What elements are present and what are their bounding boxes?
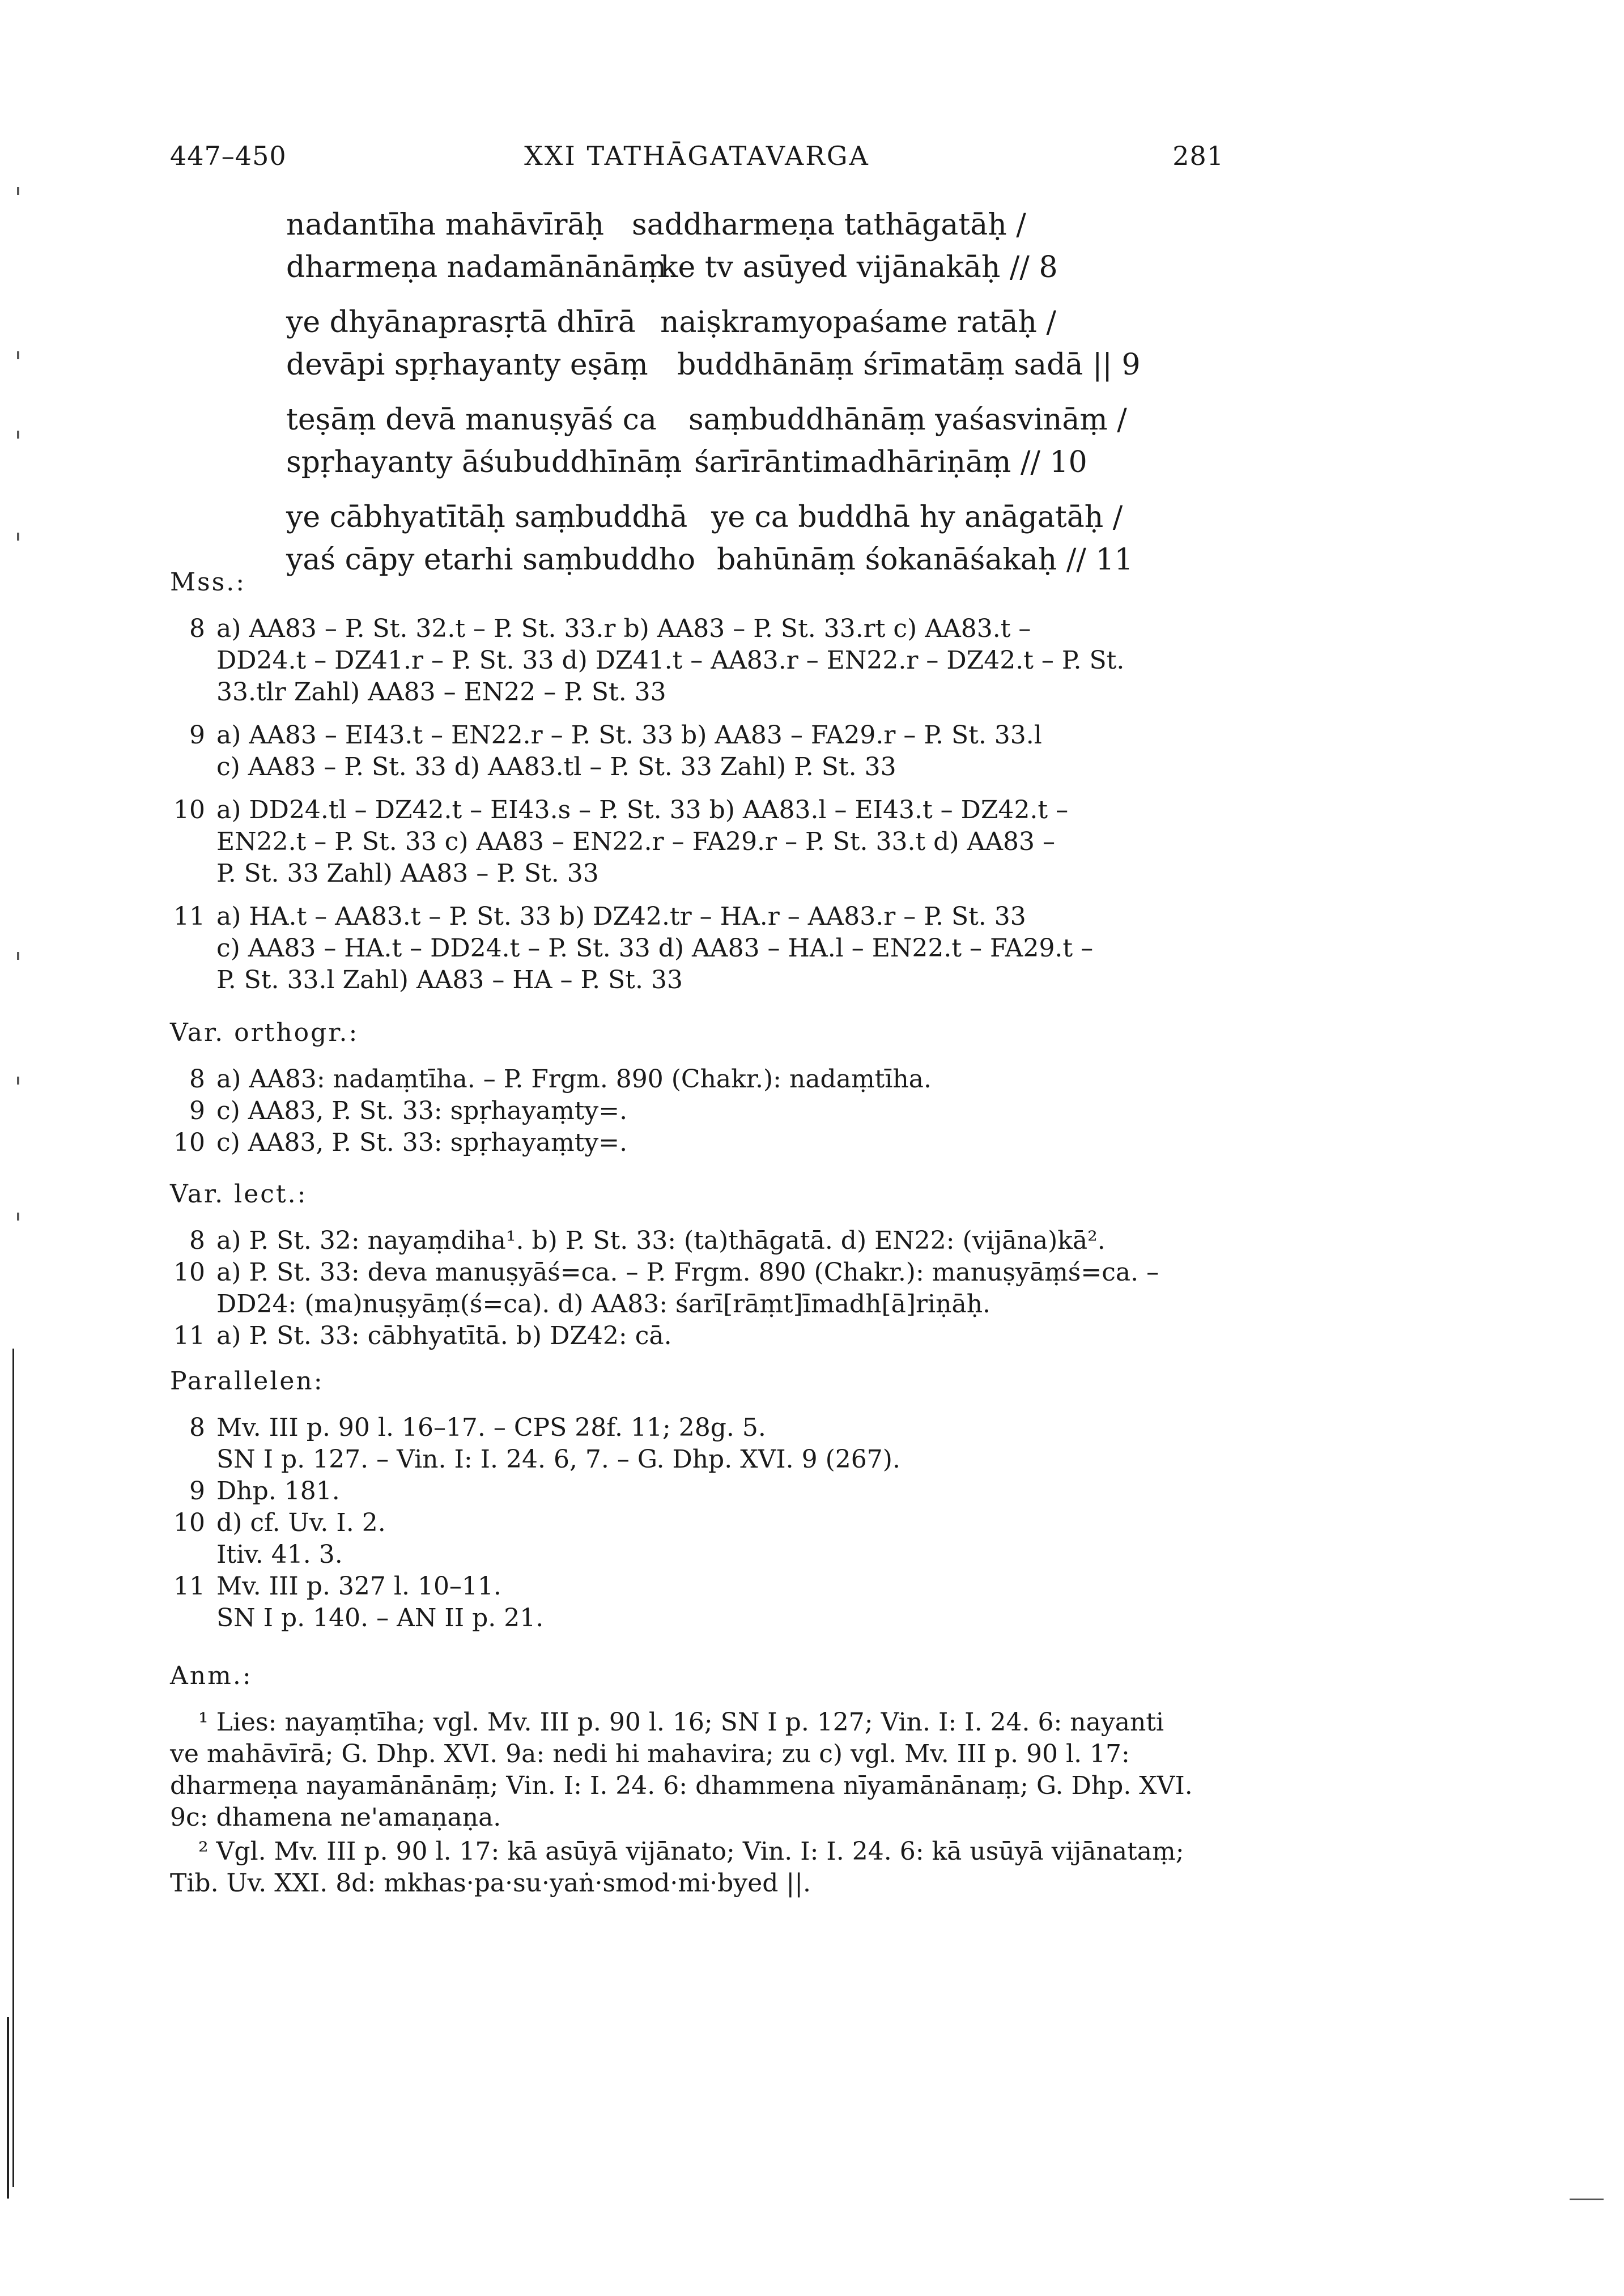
verse-pada-b: buddhānāṃ śrīmatāṃ sadā || 9 xyxy=(677,348,1141,382)
mss-entry xyxy=(170,794,1230,890)
verse-line xyxy=(286,441,1227,484)
verse-block xyxy=(286,204,1227,594)
entry-number: 10 xyxy=(173,796,205,824)
verse-pada-b: ye ca buddhā hy anāgatāḥ / xyxy=(711,500,1123,534)
entry-number: 11 xyxy=(173,1321,205,1350)
stanza-8 xyxy=(286,204,1227,289)
verse-pada-b: bahūnāṃ śokanāśakaḥ // 11 xyxy=(717,543,1133,577)
entry-line: 33.tlr Zahl) AA83 – EN22 – P. St. 33 xyxy=(216,678,666,707)
entry-line: c) AA83 – P. St. 33 d) AA83.tl – P. St. 33 Zahl) P. St. 33 xyxy=(216,752,896,781)
chapter-title: XXI TATHĀGATAVARGA xyxy=(524,141,870,171)
entry-line: Itiv. 41. 3. xyxy=(216,1540,343,1569)
parallel-entry xyxy=(170,1507,1230,1571)
verse-line xyxy=(286,399,1227,441)
anm-section xyxy=(170,1660,1230,1899)
scan-speck xyxy=(17,1213,19,1221)
entry-line: Mv. III p. 327 l. 10–11. xyxy=(216,1572,501,1601)
entry-number: 10 xyxy=(173,1508,205,1537)
stanza-10 xyxy=(286,399,1227,484)
verse-pada-a: spṛhayanty āśubuddhīnāṃ xyxy=(286,445,682,479)
scan-speck xyxy=(17,533,19,541)
entry-line: c) AA83 – HA.t – DD24.t – P. St. 33 d) AA83 – HA.l – EN22.t – FA29.t – xyxy=(216,934,1094,963)
verse-pada-a: yaś cāpy etarhi saṃbuddho xyxy=(286,543,696,577)
entry-line: c) AA83, P. St. 33: spṛhayaṃty=. xyxy=(216,1096,628,1125)
entry-line: a) AA83: nadaṃtīha. – P. Frgm. 890 (Chakr.): nadaṃtīha. xyxy=(216,1065,932,1094)
page-number: 281 xyxy=(1172,141,1224,171)
parallel-entry xyxy=(170,1476,1230,1507)
scan-speck xyxy=(1570,2199,1604,2200)
entry-number: 10 xyxy=(173,1128,205,1157)
entry-line: a) HA.t – AA83.t – P. St. 33 b) DZ42.tr – HA.r – AA83.r – P. St. 33 xyxy=(216,902,1026,931)
entry-number: 9 xyxy=(189,721,205,750)
entry-number: 8 xyxy=(189,1226,205,1255)
verse-pada-a: ye cābhyatītāḥ saṃbuddhā xyxy=(286,500,688,534)
verse-line xyxy=(286,344,1227,386)
entry-line: DD24.t – DZ41.r – P. St. 33 d) DZ41.t – AA83.r – EN22.r – DZ42.t – P. St. xyxy=(216,646,1125,675)
footnote-line: 9c: dhamena ne'amaṇaṇa. xyxy=(170,1803,501,1832)
footnote-line: ² Vgl. Mv. III p. 90 l. 17: kā asūyā vijānato; Vin. I: I. 24. 6: kā usūyā vijānataṃ; xyxy=(198,1837,1184,1866)
parallelen-section xyxy=(170,1366,1230,1634)
orthogr-line xyxy=(170,1127,1230,1159)
lect-entry xyxy=(170,1320,1230,1352)
scan-speck xyxy=(17,952,19,960)
verse-pada-a: teṣāṃ devā manuṣyāś ca xyxy=(286,403,657,437)
entry-line: a) DD24.tl – DZ42.t – EI43.s – P. St. 33 b) AA83.l – EI43.t – DZ42.t – xyxy=(216,796,1069,824)
entry-number: 9 xyxy=(189,1477,205,1506)
footnote-line: dharmeṇa nayamānānāṃ; Vin. I: I. 24. 6: dhammena nīyamānānaṃ; G. Dhp. XVI. xyxy=(170,1771,1193,1800)
verse-pada-a: devāpi spṛhayanty eṣāṃ xyxy=(286,348,648,382)
verse-line xyxy=(286,496,1227,539)
stanza-9 xyxy=(286,301,1227,386)
entry-line: a) P. St. 33: cābhyatītā. b) DZ42: cā. xyxy=(216,1321,672,1350)
parallelen-heading: Parallelen: xyxy=(170,1367,324,1396)
anm-heading: Anm.: xyxy=(170,1661,253,1690)
entry-line: P. St. 33.l Zahl) AA83 – HA – P. St. 33 xyxy=(216,966,683,994)
orthogr-section xyxy=(170,1017,1230,1159)
entry-line: P. St. 33 Zahl) AA83 – P. St. 33 xyxy=(216,859,599,888)
binding-edge-line xyxy=(7,2017,9,2199)
verse-pada-a: ye dhyānaprasṛtā dhīrā xyxy=(286,305,636,339)
entry-line: EN22.t – P. St. 33 c) AA83 – EN22.r – FA29.r – P. St. 33.t d) AA83 – xyxy=(216,827,1055,856)
entry-line: DD24: (ma)nuṣyāṃ(ś=ca). d) AA83: śarī[rāṃt]īmadh[ā]riṇāḥ. xyxy=(216,1290,991,1319)
verse-line xyxy=(286,246,1227,289)
scan-speck xyxy=(17,1077,19,1085)
footnote-line: ve mahāvīrā; G. Dhp. XVI. 9a: nedi hi mahavira; zu c) vgl. Mv. III p. 90 l. 17: xyxy=(170,1740,1130,1768)
entry-line: c) AA83, P. St. 33: spṛhayaṃty=. xyxy=(216,1128,628,1157)
mss-entry xyxy=(170,720,1230,783)
mss-entry xyxy=(170,901,1230,996)
scan-speck xyxy=(17,187,19,195)
binding-edge-line xyxy=(12,1349,14,2187)
mss-section xyxy=(170,567,1230,1007)
entry-line: a) P. St. 32: nayaṃdiha¹. b) P. St. 33: (ta)thāgatā. d) EN22: (vijāna)kā². xyxy=(216,1226,1106,1255)
entry-line: Dhp. 181. xyxy=(216,1477,340,1506)
verse-range: 447–450 xyxy=(170,141,287,171)
parallel-entry xyxy=(170,1412,1230,1476)
verse-pada-b: śarīrāntimadhāriṇāṃ // 10 xyxy=(694,445,1087,479)
entry-number: 8 xyxy=(189,1413,205,1442)
entry-number: 11 xyxy=(173,902,205,931)
entry-number: 10 xyxy=(173,1258,205,1287)
verse-pada-b: naiṣkramyopaśame ratāḥ / xyxy=(660,305,1057,339)
mss-entry xyxy=(170,613,1230,708)
mss-heading: Mss.: xyxy=(170,568,246,597)
verse-pada-b: ke tv asūyed vijānakāḥ // 8 xyxy=(660,250,1058,284)
verse-line xyxy=(286,204,1227,246)
entry-line: SN I p. 127. – Vin. I: I. 24. 6, 7. – G. Dhp. XVI. 9 (267). xyxy=(216,1445,900,1474)
lect-heading: Var. lect.: xyxy=(170,1180,308,1209)
footnote-2 xyxy=(170,1836,1230,1899)
entry-line: a) P. St. 33: deva manuṣyāś=ca. – P. Frgm. 890 (Chakr.): manuṣyāṃś=ca. – xyxy=(216,1258,1159,1287)
entry-line: SN I p. 140. – AN II p. 21. xyxy=(216,1604,544,1632)
orthogr-line xyxy=(170,1064,1230,1095)
verse-pada-a: nadantīha mahāvīrāḥ xyxy=(286,208,604,242)
orthogr-heading: Var. orthogr.: xyxy=(170,1018,359,1047)
entry-number: 8 xyxy=(189,1065,205,1094)
footnote-line: ¹ Lies: nayaṃtīha; vgl. Mv. III p. 90 l. 16; SN I p. 127; Vin. I: I. 24. 6: nayanti xyxy=(198,1708,1164,1737)
scan-speck xyxy=(17,431,19,439)
entry-line: a) AA83 – EI43.t – EN22.r – P. St. 33 b) AA83 – FA29.r – P. St. 33.l xyxy=(216,721,1042,750)
lect-entry xyxy=(170,1225,1230,1257)
verse-line xyxy=(286,301,1227,344)
scan-speck xyxy=(17,351,19,359)
entry-line: Mv. III p. 90 l. 16–17. – CPS 28f. 11; 28g. 5. xyxy=(216,1413,766,1442)
entry-number: 11 xyxy=(173,1572,205,1601)
entry-line: a) AA83 – P. St. 32.t – P. St. 33.r b) AA83 – P. St. 33.rt c) AA83.t – xyxy=(216,614,1031,643)
verse-pada-a: dharmeṇa nadamānānāṃ xyxy=(286,250,667,284)
verse-pada-b: saṃbuddhānāṃ yaśasvināṃ / xyxy=(688,403,1127,437)
lect-section xyxy=(170,1179,1230,1352)
lect-entry xyxy=(170,1257,1230,1320)
verse-pada-b: saddharmeṇa tathāgatāḥ / xyxy=(632,208,1026,242)
running-header xyxy=(170,141,1224,180)
entry-number: 9 xyxy=(189,1096,205,1125)
orthogr-line xyxy=(170,1095,1230,1127)
entry-line: d) cf. Uv. I. 2. xyxy=(216,1508,386,1537)
entry-number: 8 xyxy=(189,614,205,643)
footnote-1 xyxy=(170,1707,1230,1834)
parallel-entry xyxy=(170,1571,1230,1634)
footnote-line: Tib. Uv. XXI. 8d: mkhas·pa·su·yaṅ·smod·mi·byed ||. xyxy=(170,1869,811,1898)
